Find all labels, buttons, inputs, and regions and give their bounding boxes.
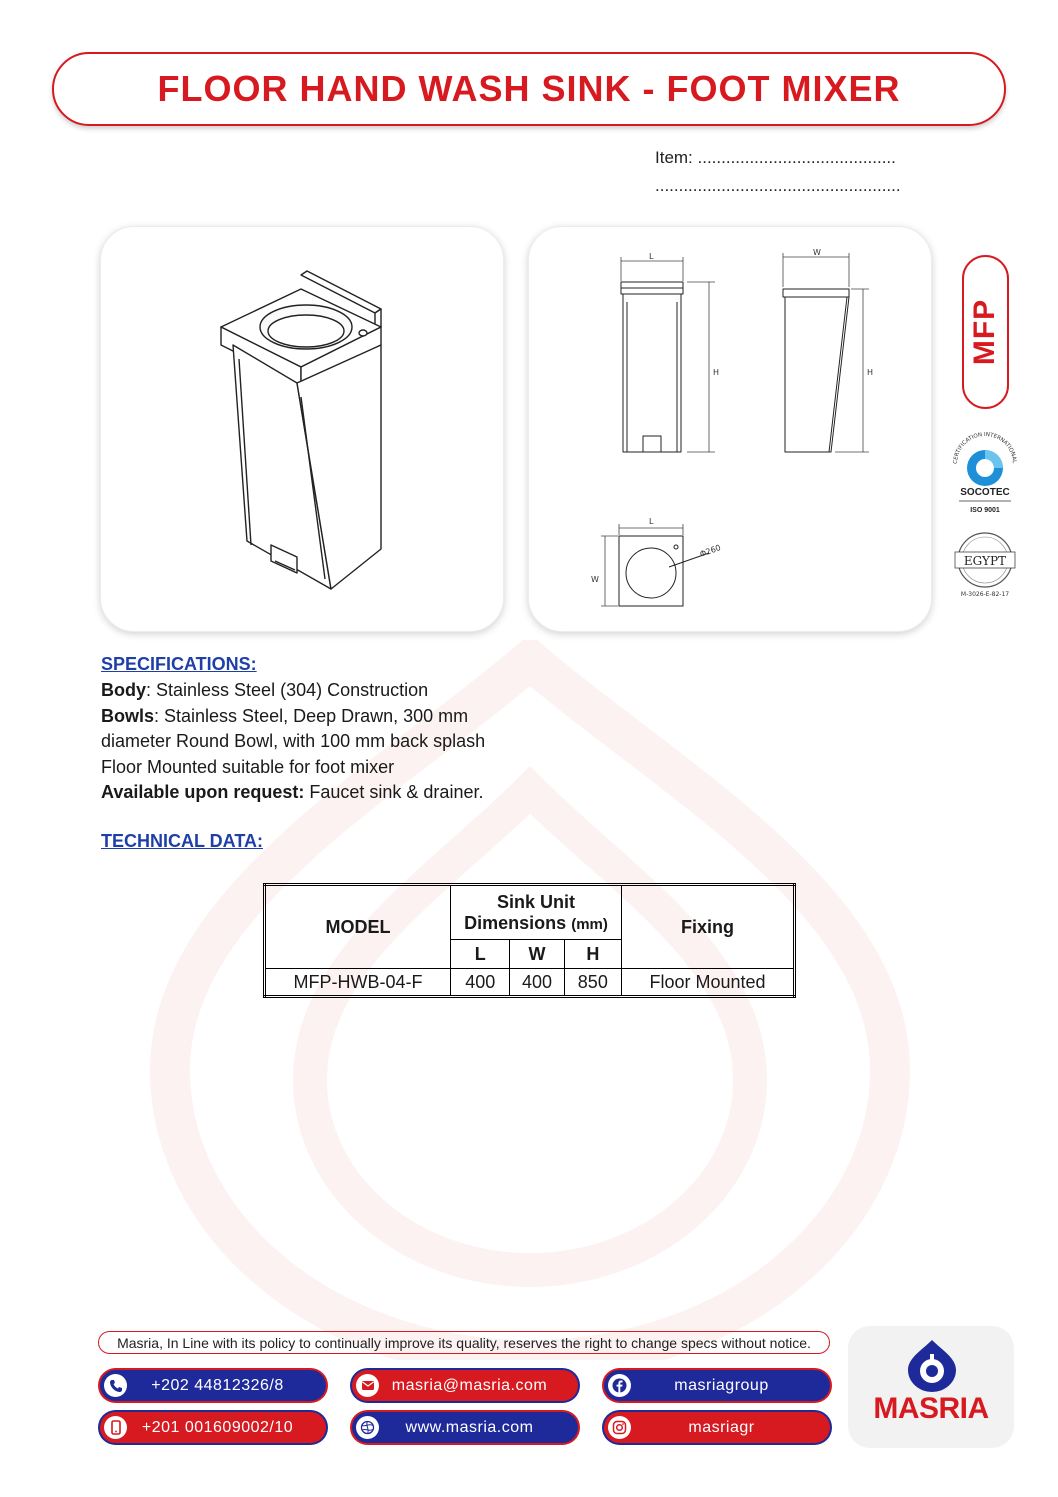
email-contact[interactable]: [352, 1370, 578, 1401]
item-field-line2: ....................................................: [655, 176, 901, 195]
email-text: masria@masria.com: [391, 1376, 548, 1394]
sink-orthographic-drawing: [529, 227, 933, 633]
item-field: Item: ..........................................: [655, 148, 896, 167]
instagram-text: masriagr: [688, 1418, 755, 1436]
top-width-label: W: [591, 575, 599, 584]
dims-unit: (mm): [571, 915, 608, 933]
dims-header-line2: Dimensions: [464, 912, 567, 933]
facebook-text: masriagroup: [674, 1376, 769, 1394]
top-length-label: L: [649, 517, 654, 526]
technical-drawing-panel: [528, 226, 932, 632]
spec-body-text: : Stainless Steel (304) Construction: [146, 680, 429, 700]
front-height-label: H: [713, 368, 720, 377]
product-isometric-panel: [100, 226, 504, 632]
front-length-label: L: [649, 252, 654, 261]
phone2-contact[interactable]: [100, 1412, 326, 1443]
phone1-contact[interactable]: [100, 1370, 326, 1401]
cell-l: 400: [451, 969, 510, 997]
col-fixing-header: Fixing: [621, 885, 794, 969]
col-l-header: L: [451, 940, 510, 969]
egypt-label: EGYPT: [963, 554, 1007, 568]
spec-mount: Floor Mounted suitable for foot mixer: [101, 757, 395, 777]
spec-bowls: [101, 706, 468, 727]
facebook-icon: [608, 1374, 631, 1397]
table-row: [265, 969, 795, 997]
instagram-contact[interactable]: [604, 1412, 830, 1443]
side-height-label: H: [867, 368, 874, 377]
sink-isometric-drawing: [101, 227, 505, 633]
cell-w: 400: [510, 969, 564, 997]
technical-data-table: [263, 883, 796, 998]
policy-notice: Masria, In Line with its policy to continually improve its quality, reserves the right to change specs without notice.: [98, 1331, 830, 1354]
email-icon: [356, 1374, 379, 1397]
egypt-code: M-3026-E-82-17: [960, 591, 1010, 598]
specifications-heading: SPECIFICATIONS:: [101, 654, 257, 674]
spec-bowls-label: Bowls: [101, 706, 155, 726]
phone1-text: +202 44812326/8: [151, 1376, 284, 1394]
socotec-name: SOCOTEC: [960, 487, 1010, 498]
website-contact[interactable]: [352, 1412, 578, 1443]
website-text: www.masria.com: [405, 1418, 534, 1436]
spec-body-label: Body: [101, 680, 146, 700]
facebook-contact[interactable]: [604, 1370, 830, 1401]
cell-model: MFP-HWB-04-F: [265, 969, 451, 997]
cell-h: 850: [564, 969, 621, 997]
col-h-header: H: [564, 940, 621, 969]
mfp-badge-text: MFP: [968, 298, 1002, 366]
phone2-text: +201 001609002/10: [141, 1418, 294, 1436]
title-banner: [52, 52, 1006, 126]
bowl-diameter-label: Φ260: [698, 543, 722, 559]
masria-logo: [848, 1326, 1014, 1448]
spec-request-text: Faucet sink & drainer.: [304, 782, 484, 802]
col-model-header: MODEL: [265, 885, 451, 969]
socotec-certification-logo: [945, 424, 1025, 516]
iso-label: ISO 9001: [970, 507, 1000, 514]
globe-icon: [356, 1416, 379, 1439]
page-title: FLOOR HAND WASH SINK - FOOT MIXER: [157, 68, 901, 109]
masria-logo-mark: [904, 1338, 960, 1394]
socotec-ring-text: CERTIFICATION INTERNATIONAL: [952, 431, 1018, 465]
mfp-badge: [962, 255, 1009, 409]
cell-fixing: Floor Mounted: [621, 969, 794, 997]
col-w-header: W: [510, 940, 564, 969]
col-dimensions-header: [451, 885, 622, 940]
spec-request: [101, 782, 483, 803]
technical-data-heading: TECHNICAL DATA:: [101, 831, 263, 851]
spec-bowls-line2: diameter Round Bowl, with 100 mm back splash: [101, 731, 486, 751]
instagram-icon: [608, 1416, 631, 1439]
egypt-certification-logo: [945, 530, 1025, 598]
mobile-icon: [104, 1416, 127, 1439]
spec-body: [101, 680, 428, 701]
spec-request-label: Available upon request:: [101, 782, 305, 802]
phone-icon: [104, 1374, 127, 1397]
masria-logo-text: MASRIA: [873, 1392, 989, 1425]
spec-bowls-text: : Stainless Steel, Deep Drawn, 300 mm: [154, 706, 469, 726]
dims-header-line1: Sink Unit: [497, 891, 576, 912]
side-width-label: W: [813, 248, 821, 257]
